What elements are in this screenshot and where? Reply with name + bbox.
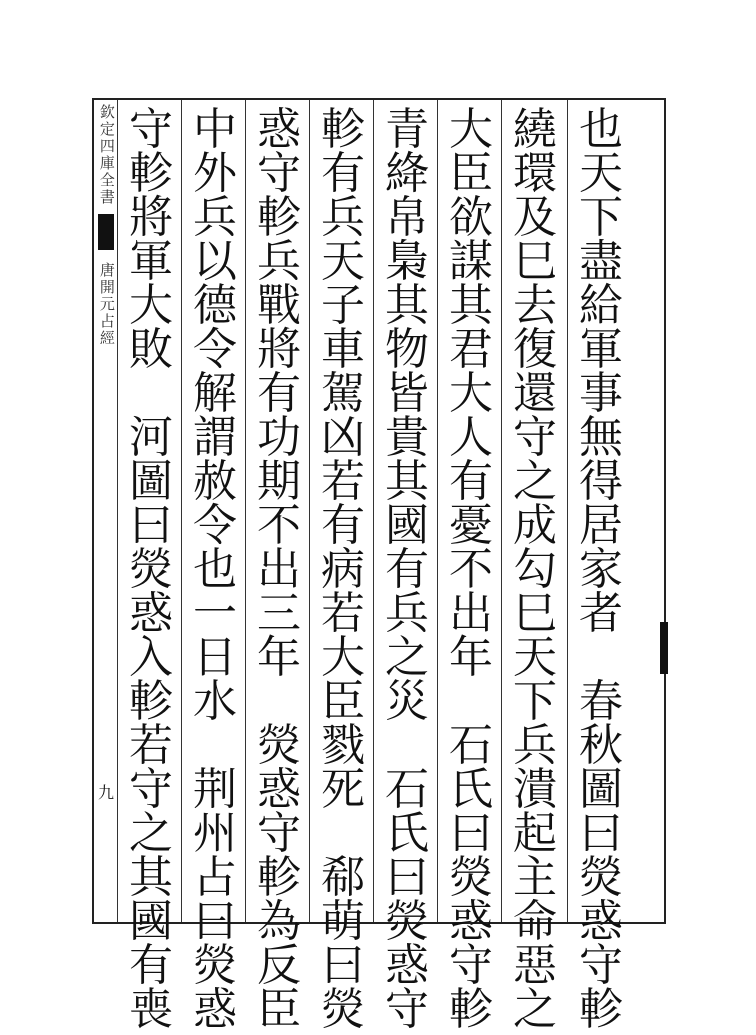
column-char: 不: [449, 544, 493, 595]
column-char: 守: [257, 148, 301, 199]
column-char: 成: [513, 500, 557, 551]
column-char: 不: [257, 500, 301, 551]
column-char: 熒: [321, 984, 365, 1035]
text-column: [119, 104, 183, 1035]
column-space: [129, 372, 173, 416]
column-char: 繞: [513, 104, 557, 155]
column-char: 謂: [193, 412, 237, 463]
column-char: 敗: [129, 324, 173, 375]
text-column: [439, 104, 503, 1035]
column-char: 家: [579, 544, 623, 595]
column-char: 居: [579, 500, 623, 551]
fish-tail-mark: [98, 214, 114, 250]
column-char: 石: [449, 720, 493, 771]
column-char: 荆: [193, 764, 237, 815]
column-char: 天: [513, 632, 557, 683]
column-char: 曰: [449, 808, 493, 859]
column-char: 兵: [193, 192, 237, 243]
column-char: 熒: [257, 720, 301, 771]
column-char: 秋: [579, 720, 623, 771]
column-char: 令: [193, 324, 237, 375]
column-rule: [567, 100, 568, 922]
column-char: 外: [193, 148, 237, 199]
column-char: 為: [257, 896, 301, 947]
column-char: 軍: [579, 324, 623, 375]
column-char: 功: [257, 412, 301, 463]
frame-left-border: [92, 98, 94, 924]
column-char: 軫: [257, 852, 301, 903]
column-space: [321, 812, 365, 856]
column-char: 熒: [129, 544, 173, 595]
column-char: 天: [321, 236, 365, 287]
column-char: 下: [579, 192, 623, 243]
column-char: 謀: [449, 236, 493, 287]
column-char: 大: [321, 632, 365, 683]
column-char: 曰: [193, 896, 237, 947]
column-char: 熒: [449, 852, 493, 903]
column-char: 之: [129, 808, 173, 859]
column-char: 軫: [129, 148, 173, 199]
column-char: 大: [449, 104, 493, 155]
column-char: 軫: [579, 984, 623, 1035]
page-number: 九: [97, 783, 114, 802]
margin-book-name: 唐開元占經: [97, 262, 116, 347]
column-char: 皆: [385, 368, 429, 419]
column-char: 惡: [513, 940, 557, 991]
column-char: 喪: [129, 984, 173, 1035]
text-column: [311, 104, 375, 1035]
column-char: 若: [321, 588, 365, 639]
column-char: 守: [579, 940, 623, 991]
column-char: 命: [513, 896, 557, 947]
column-char: 其: [129, 852, 173, 903]
column-char: 也: [579, 104, 623, 155]
column-char: 人: [449, 412, 493, 463]
column-char: 水: [193, 676, 237, 727]
column-char: 還: [513, 368, 557, 419]
frame-right-border: [664, 98, 666, 924]
column-char: 有: [385, 544, 429, 595]
column-char: 州: [193, 808, 237, 859]
column-char: 有: [321, 148, 365, 199]
column-char: 災: [385, 676, 429, 727]
column-char: 無: [579, 412, 623, 463]
column-char: 臣: [321, 676, 365, 727]
column-char: 出: [257, 544, 301, 595]
column-char: 事: [579, 368, 623, 419]
column-char: 年: [449, 632, 493, 683]
column-char: 環: [513, 148, 557, 199]
column-char: 惑: [257, 764, 301, 815]
column-char: 兵: [385, 588, 429, 639]
column-space: [579, 636, 623, 680]
column-char: 君: [449, 324, 493, 375]
column-char: 春: [579, 676, 623, 727]
column-char: 物: [385, 324, 429, 375]
column-char: 守: [513, 412, 557, 463]
column-char: 將: [257, 324, 301, 375]
column-char: 惑: [193, 984, 237, 1035]
column-char: 惑: [579, 896, 623, 947]
column-char: 子: [321, 280, 365, 331]
text-column: [503, 104, 567, 1035]
column-char: 三: [257, 588, 301, 639]
column-char: 守: [385, 984, 429, 1035]
edge-mark: [660, 622, 668, 674]
column-char: 主: [513, 852, 557, 903]
column-char: 絳: [385, 148, 429, 199]
column-char: 梟: [385, 236, 429, 287]
column-char: 天: [579, 148, 623, 199]
column-char: 軍: [129, 236, 173, 287]
column-char: 令: [193, 500, 237, 551]
column-char: 年: [257, 632, 301, 683]
column-char: 巳: [513, 588, 557, 639]
column-char: 之: [513, 984, 557, 1035]
column-char: 兵: [513, 720, 557, 771]
column-char: 曰: [129, 500, 173, 551]
column-char: 欲: [449, 192, 493, 243]
column-char: 惑: [385, 940, 429, 991]
column-char: 之: [513, 456, 557, 507]
column-char: 圖: [579, 764, 623, 815]
column-char: 出: [449, 588, 493, 639]
column-char: 也: [193, 544, 237, 595]
frame-top-border: [92, 98, 666, 100]
column-char: 軫: [257, 192, 301, 243]
column-char: 勾: [513, 544, 557, 595]
column-char: 兵: [257, 236, 301, 287]
column-char: 戮: [321, 720, 365, 771]
column-char: 其: [385, 456, 429, 507]
column-char: 德: [193, 280, 237, 331]
column-char: 守: [257, 808, 301, 859]
column-char: 死: [321, 764, 365, 815]
column-char: 河: [129, 412, 173, 463]
column-char: 氏: [449, 764, 493, 815]
column-space: [257, 680, 301, 724]
column-space: [193, 724, 237, 768]
column-char: 解: [193, 368, 237, 419]
column-char: 軫: [321, 104, 365, 155]
column-char: 病: [321, 544, 365, 595]
column-char: 之: [385, 632, 429, 683]
column-char: 守: [129, 104, 173, 155]
column-char: 曰: [385, 852, 429, 903]
margin-column: [96, 104, 116, 347]
text-column: [183, 104, 247, 1035]
margin-title: 欽定四庫全書: [97, 104, 116, 206]
column-char: 大: [129, 280, 173, 331]
column-char: 凶: [321, 412, 365, 463]
column-char: 盡: [579, 236, 623, 287]
column-char: 反: [257, 940, 301, 991]
column-char: 熒: [385, 896, 429, 947]
column-char: 曰: [579, 808, 623, 859]
column-char: 臣: [449, 148, 493, 199]
column-char: 曰: [321, 940, 365, 991]
column-char: 帛: [385, 192, 429, 243]
column-char: 若: [129, 720, 173, 771]
column-char: 入: [129, 632, 173, 683]
column-char: 得: [579, 456, 623, 507]
column-char: 有: [257, 368, 301, 419]
column-char: 一: [193, 588, 237, 639]
column-char: 車: [321, 324, 365, 375]
column-char: 巳: [513, 236, 557, 287]
column-char: 國: [385, 500, 429, 551]
column-space: [385, 724, 429, 768]
text-column: [247, 104, 311, 1035]
column-char: 惑: [257, 104, 301, 155]
column-char: 貴: [385, 412, 429, 463]
column-char: 有: [129, 940, 173, 991]
column-char: 圖: [129, 456, 173, 507]
column-char: 占: [193, 852, 237, 903]
column-char: 守: [449, 940, 493, 991]
column-char: 兵: [321, 192, 365, 243]
column-char: 期: [257, 456, 301, 507]
column-char: 其: [385, 280, 429, 331]
column-char: 守: [129, 764, 173, 815]
column-char: 郗: [321, 852, 365, 903]
column-char: 戰: [257, 280, 301, 331]
column-char: 將: [129, 192, 173, 243]
column-char: 有: [321, 500, 365, 551]
column-char: 氏: [385, 808, 429, 859]
column-char: 中: [193, 104, 237, 155]
column-char: 熒: [579, 852, 623, 903]
text-column: [569, 104, 633, 1035]
text-column: [375, 104, 439, 1035]
column-char: 石: [385, 764, 429, 815]
column-char: 國: [129, 896, 173, 947]
column-char: 若: [321, 456, 365, 507]
column-char: 者: [579, 588, 623, 639]
column-char: 潰: [513, 764, 557, 815]
column-char: 惑: [129, 588, 173, 639]
column-char: 臣: [257, 984, 301, 1035]
column-char: 以: [193, 236, 237, 287]
column-char: 駕: [321, 368, 365, 419]
column-char: 及: [513, 192, 557, 243]
column-char: 有: [449, 456, 493, 507]
column-char: 軫: [449, 984, 493, 1035]
column-char: 赦: [193, 456, 237, 507]
column-char: 軫: [129, 676, 173, 727]
column-rule: [117, 100, 118, 922]
column-char: 給: [579, 280, 623, 331]
column-char: 日: [193, 632, 237, 683]
column-char: 大: [449, 368, 493, 419]
column-char: 其: [449, 280, 493, 331]
column-char: 青: [385, 104, 429, 155]
column-char: 熒: [193, 940, 237, 991]
column-char: 復: [513, 324, 557, 375]
column-char: 起: [513, 808, 557, 859]
column-char: 惑: [449, 896, 493, 947]
column-char: 下: [513, 676, 557, 727]
column-char: 去: [513, 280, 557, 331]
column-char: 憂: [449, 500, 493, 551]
column-char: 萌: [321, 896, 365, 947]
column-space: [449, 680, 493, 724]
